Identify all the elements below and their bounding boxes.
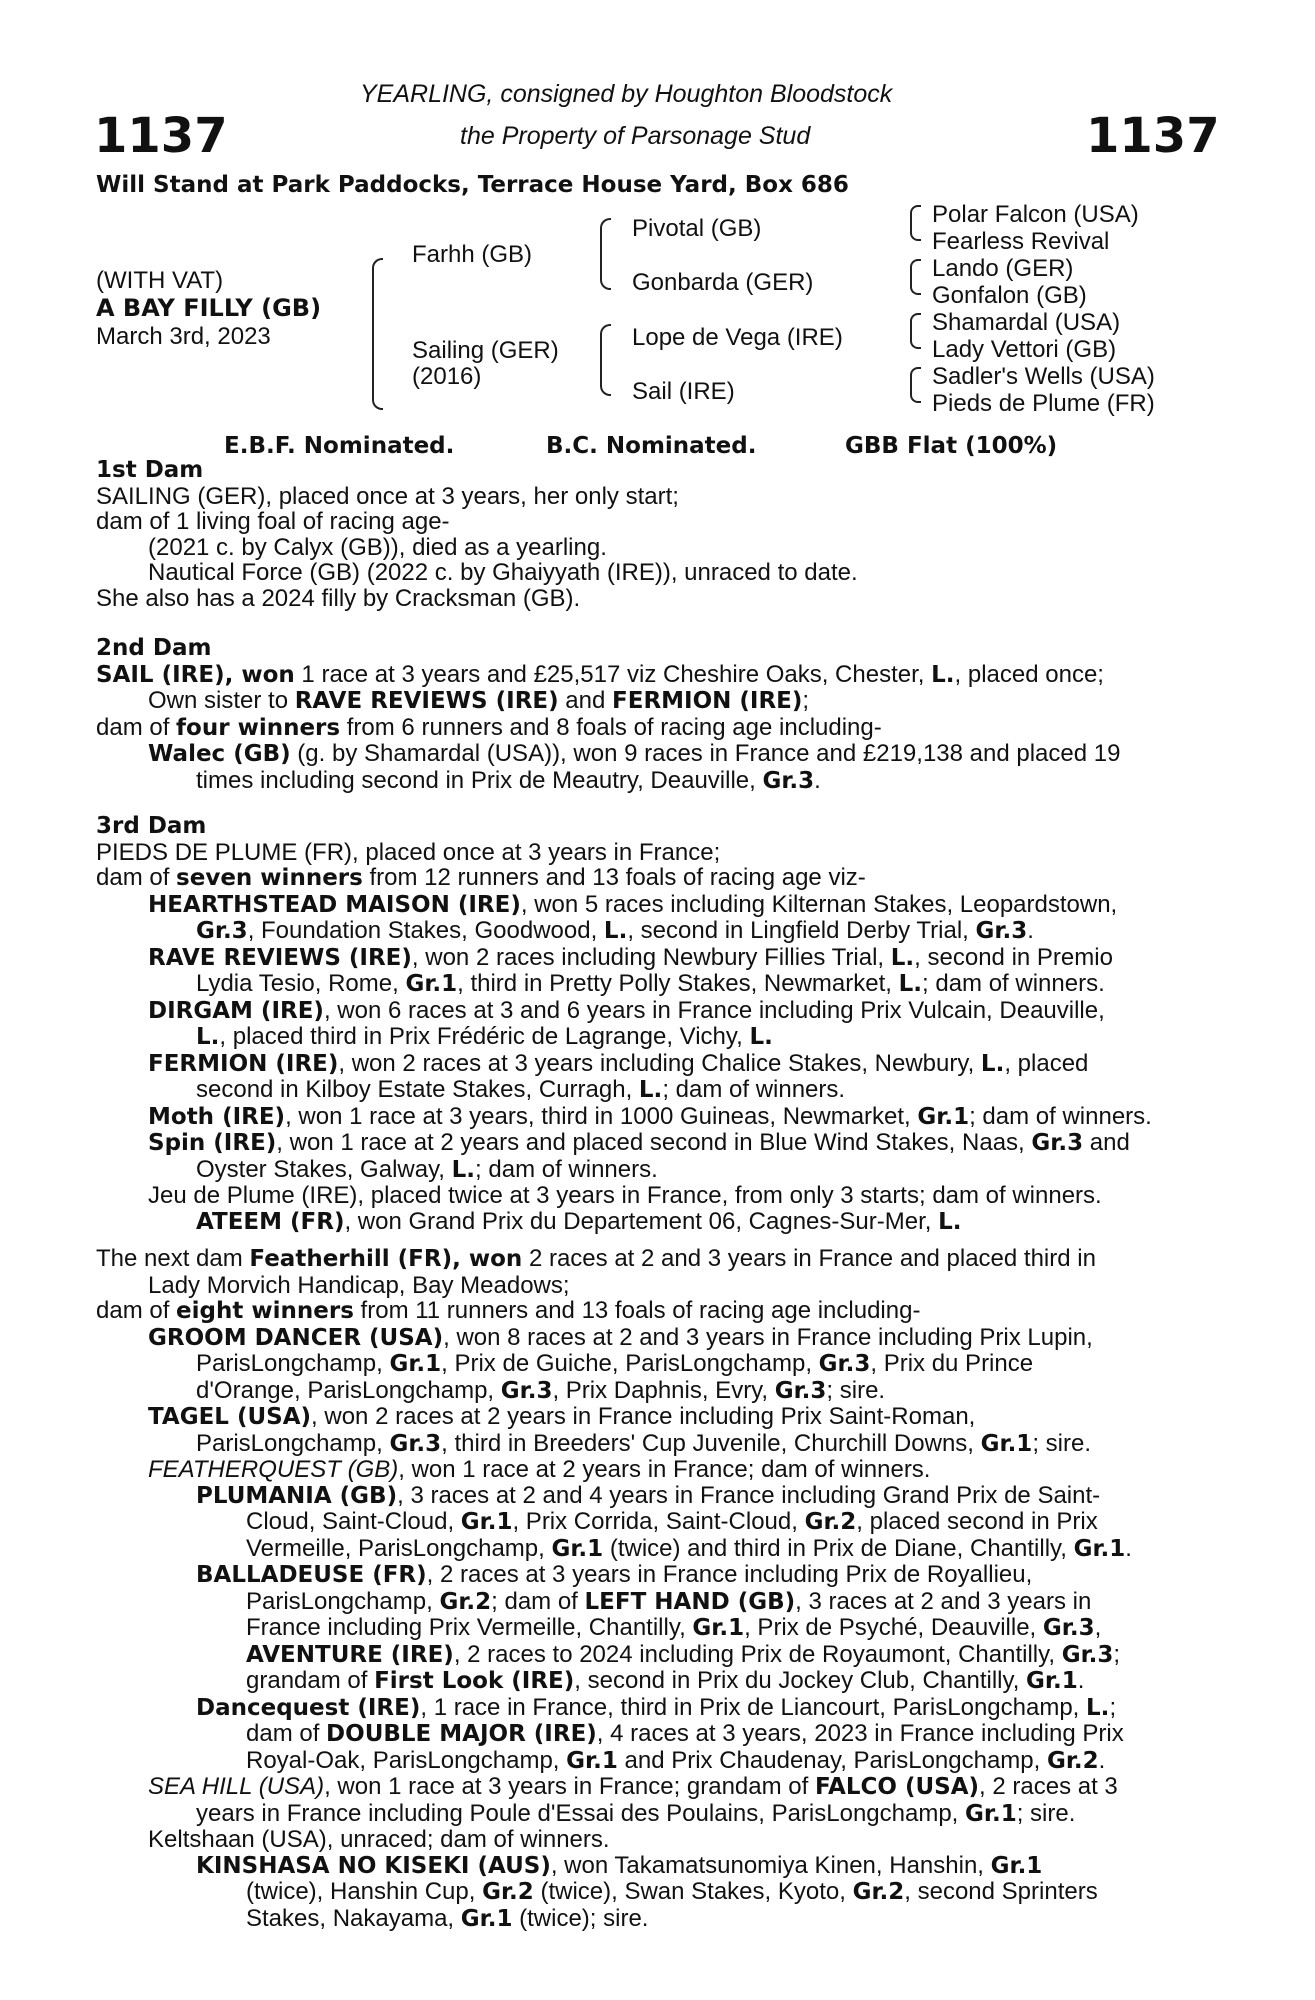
- groom-dancer-line-2: ParisLongchamp, Gr.1, Prix de Guiche, ParisLongchamp, Gr.3, Prix du Prince: [196, 1350, 1034, 1377]
- ped-sire: Farhh (GB): [412, 241, 533, 268]
- ped-dam-dam: Sail (IRE): [632, 378, 735, 405]
- ped-dam: Sailing (GER): [412, 337, 559, 364]
- dancequest-line-1: Dancequest (IRE), 1 race in France, third in Prix de Liancourt, ParisLongchamp, L.;: [196, 1693, 1117, 1721]
- ped-ddd: Pieds de Plume (FR): [932, 390, 1155, 417]
- first-dam-line-2: dam of 1 living foal of racing age-: [96, 508, 450, 535]
- second-dam-section: [96, 636, 1206, 794]
- ateem-line: ATEEM (FR), won Grand Prix du Departement 06, Cagnes-Sur-Mer, L.: [196, 1207, 962, 1235]
- tagel-line-2: ParisLongchamp, Gr.3, third in Breeders' Cup Juvenile, Churchill Downs, Gr.1; sire.: [196, 1429, 1091, 1457]
- spin-line-1: Spin (IRE), won 1 race at 2 years and placed second in Blue Wind Stakes, Naas, Gr.3 and: [148, 1129, 1130, 1156]
- third-dam-section: [96, 814, 1206, 1235]
- fermion-line-1: FERMION (IRE), won 2 races at 3 years including Chalice Stakes, Newbury, L., placed: [148, 1049, 1089, 1077]
- consignment-line: YEARLING, consigned by Houghton Bloodstock: [360, 80, 893, 108]
- featherhill-line-1: The next dam Featherhill (FR), won 2 races at 2 and 3 years in France and placed third in: [96, 1245, 1096, 1272]
- second-dam-sail: SAIL (IRE), won 1 race at 3 years and £25,517 viz Cheshire Oaks, Chester, L., placed once;: [96, 660, 1104, 688]
- brace-g3-2: [910, 259, 921, 295]
- foaling-date: March 3rd, 2023: [96, 323, 271, 350]
- stand-location: Will Stand at Park Paddocks, Terrace House Yard, Box 686: [96, 172, 849, 198]
- dancequest-line-3: Royal-Oak, ParisLongchamp, Gr.1 and Prix Chaudenay, ParisLongchamp, Gr.2.: [246, 1746, 1106, 1774]
- ped-dsd: Lady Vettori (GB): [932, 336, 1117, 363]
- first-dam-line-5: She also has a 2024 filly by Cracksman (GB).: [96, 584, 581, 612]
- keltshaan-line: Keltshaan (USA), unraced; dam of winners.: [148, 1826, 610, 1853]
- ped-dam-year: (2016): [412, 363, 482, 390]
- tagel-line-1: TAGEL (USA), won 2 races at 2 years in France including Prix Saint-Roman,: [148, 1403, 976, 1430]
- dirgam-line-1: DIRGAM (IRE), won 6 races at 3 and 6 years in France including Prix Vulcain, Deauville,: [148, 996, 1105, 1024]
- featherquest-line: FEATHERQUEST (GB), won 1 race at 2 years in France; dam of winners.: [148, 1456, 931, 1483]
- first-dam-section: [96, 458, 1206, 611]
- gbb-flat: GBB Flat (100%): [845, 433, 1058, 459]
- next-dam-section: [96, 1246, 1206, 1932]
- plumania-line-3: Vermeille, ParisLongchamp, Gr.1 (twice) and third in Prix de Diane, Chantilly, Gr.1.: [246, 1534, 1132, 1562]
- ped-dds: Sadler's Wells (USA): [932, 363, 1155, 390]
- hearthstead-line-2: Gr.3, Foundation Stakes, Goodwood, L., second in Lingfield Derby Trial, Gr.3.: [196, 917, 1034, 944]
- third-dam-intro: PIEDS DE PLUME (FR), placed once at 3 years in France;: [96, 838, 721, 866]
- bc-nomination: B.C. Nominated.: [546, 433, 757, 459]
- ped-sdd: Gonfalon (GB): [932, 282, 1087, 309]
- featherhill-produce: dam of eight winners from 11 runners and 13 foals of racing age including-: [96, 1297, 921, 1324]
- brace-g3-3: [910, 313, 921, 349]
- lot-number-left: 1137: [94, 108, 228, 164]
- dirgam-line-2: L., placed third in Prix Frédéric de Lagrange, Vichy, L.: [196, 1023, 773, 1050]
- brace-g3-1: [910, 205, 921, 241]
- brace-g3-4: [910, 367, 921, 403]
- hearthstead-line-1: HEARTHSTEAD MAISON (IRE), won 5 races including Kilternan Stakes, Leopardstown,: [148, 890, 1118, 918]
- plumania-line-1: PLUMANIA (GB), 3 races at 2 and 4 years in France including Grand Prix de Saint-: [196, 1481, 1101, 1509]
- second-dam-produce: dam of four winners from 6 runners and 8 foals of racing age including-: [96, 713, 882, 741]
- walec-line-1: Walec (GB) (g. by Shamardal (USA)), won 9 races in France and £219,138 and placed 19: [148, 740, 1121, 767]
- ped-sss: Polar Falcon (USA): [932, 201, 1139, 228]
- ped-sire-dam: Gonbarda (GER): [632, 269, 814, 296]
- ped-ssd: Fearless Revival: [932, 228, 1110, 255]
- balladeuse-line-2: ParisLongchamp, Gr.2; dam of LEFT HAND (GB), 3 races at 2 and 3 years in: [246, 1587, 1092, 1615]
- brace-gen1: [372, 258, 383, 410]
- second-dam-heading: 2nd Dam: [96, 635, 212, 661]
- featherhill-line-2: Lady Morvich Handicap, Bay Meadows;: [148, 1271, 570, 1299]
- horse-name: A BAY FILLY (GB): [96, 294, 322, 322]
- sea-hill-line-1: SEA HILL (USA), won 1 race at 3 years in France; grandam of FALCO (USA), 2 races at 3: [148, 1773, 1118, 1800]
- first-dam-heading: 1st Dam: [96, 457, 204, 483]
- brace-dam: [600, 324, 611, 396]
- kinshasa-line-2: (twice), Hanshin Cup, Gr.2 (twice), Swan Stakes, Kyoto, Gr.2, second Sprinters: [246, 1878, 1098, 1905]
- aventure-line: AVENTURE (IRE), 2 races to 2024 including Prix de Royaumont, Chantilly, Gr.3;: [246, 1640, 1121, 1668]
- property-line: the Property of Parsonage Stud: [460, 122, 811, 150]
- first-look-line: grandam of First Look (IRE), second in Prix du Jockey Club, Chantilly, Gr.1.: [246, 1667, 1085, 1694]
- first-dam-line-1: SAILING (GER), placed once at 3 years, her only start;: [96, 482, 679, 510]
- balladeuse-line-1: BALLADEUSE (FR), 2 races at 3 years in France including Prix de Royallieu,: [196, 1561, 1033, 1588]
- groom-dancer-line-3: d'Orange, ParisLongchamp, Gr.3, Prix Daphnis, Evry, Gr.3; sire.: [196, 1376, 886, 1404]
- lot-number-right: 1137: [1086, 108, 1220, 164]
- ped-sds: Lando (GER): [932, 255, 1074, 282]
- balladeuse-line-3: France including Prix Vermeille, Chantilly, Gr.1, Prix de Psyché, Deauville, Gr.3,: [246, 1614, 1102, 1641]
- brace-sire: [600, 218, 611, 290]
- moth-line: Moth (IRE), won 1 race at 3 years, third in 1000 Guineas, Newmarket, Gr.1; dam of winners.: [148, 1102, 1152, 1130]
- first-dam-line-3: (2021 c. by Calyx (GB)), died as a yearling.: [148, 533, 607, 561]
- third-dam-produce: dam of seven winners from 12 runners and 13 foals of racing age viz-: [96, 864, 866, 891]
- kinshasa-line-3: Stakes, Nakayama, Gr.1 (twice); sire.: [246, 1904, 649, 1932]
- dancequest-line-2: dam of DOUBLE MAJOR (IRE), 4 races at 3 years, 2023 in France including Prix: [246, 1720, 1124, 1747]
- second-dam-sister: Own sister to RAVE REVIEWS (IRE) and FERMION (IRE);: [148, 687, 810, 714]
- kinshasa-line-1: KINSHASA NO KISEKI (AUS), won Takamatsunomiya Kinen, Hanshin, Gr.1: [196, 1851, 1043, 1879]
- sea-hill-line-2: years in France including Poule d'Essai des Poulains, ParisLongchamp, Gr.1; sire.: [196, 1799, 1076, 1827]
- vat-note: (WITH VAT): [96, 267, 224, 294]
- walec-line-2: times including second in Prix de Meautry, Deauville, Gr.3.: [196, 766, 821, 794]
- third-dam-heading: 3rd Dam: [96, 813, 207, 839]
- groom-dancer-line-1: GROOM DANCER (USA), won 8 races at 2 and 3 years in France including Prix Lupin,: [148, 1323, 1093, 1351]
- ped-dss: Shamardal (USA): [932, 309, 1121, 336]
- ped-sire-sire: Pivotal (GB): [632, 215, 762, 242]
- spin-line-2: Oyster Stakes, Galway, L.; dam of winners.: [196, 1155, 658, 1183]
- ebf-nomination: E.B.F. Nominated.: [224, 433, 455, 459]
- fermion-line-2: second in Kilboy Estate Stakes, Curragh, L.; dam of winners.: [196, 1076, 846, 1103]
- ped-dam-sire: Lope de Vega (IRE): [632, 324, 843, 351]
- plumania-line-2: Cloud, Saint-Cloud, Gr.1, Prix Corrida, Saint-Cloud, Gr.2, placed second in Prix: [246, 1508, 1098, 1535]
- jeu-de-plume-line: Jeu de Plume (IRE), placed twice at 3 years in France, from only 3 starts; dam of winners.: [148, 1182, 1102, 1209]
- rave-reviews-line-1: RAVE REVIEWS (IRE), won 2 races including Newbury Fillies Trial, L., second in Premio: [148, 943, 1113, 971]
- first-dam-line-4: Nautical Force (GB) (2022 c. by Ghaiyyath (IRE)), unraced to date.: [148, 559, 858, 586]
- rave-reviews-line-2: Lydia Tesio, Rome, Gr.1, third in Pretty Polly Stakes, Newmarket, L.; dam of winners.: [196, 970, 1105, 997]
